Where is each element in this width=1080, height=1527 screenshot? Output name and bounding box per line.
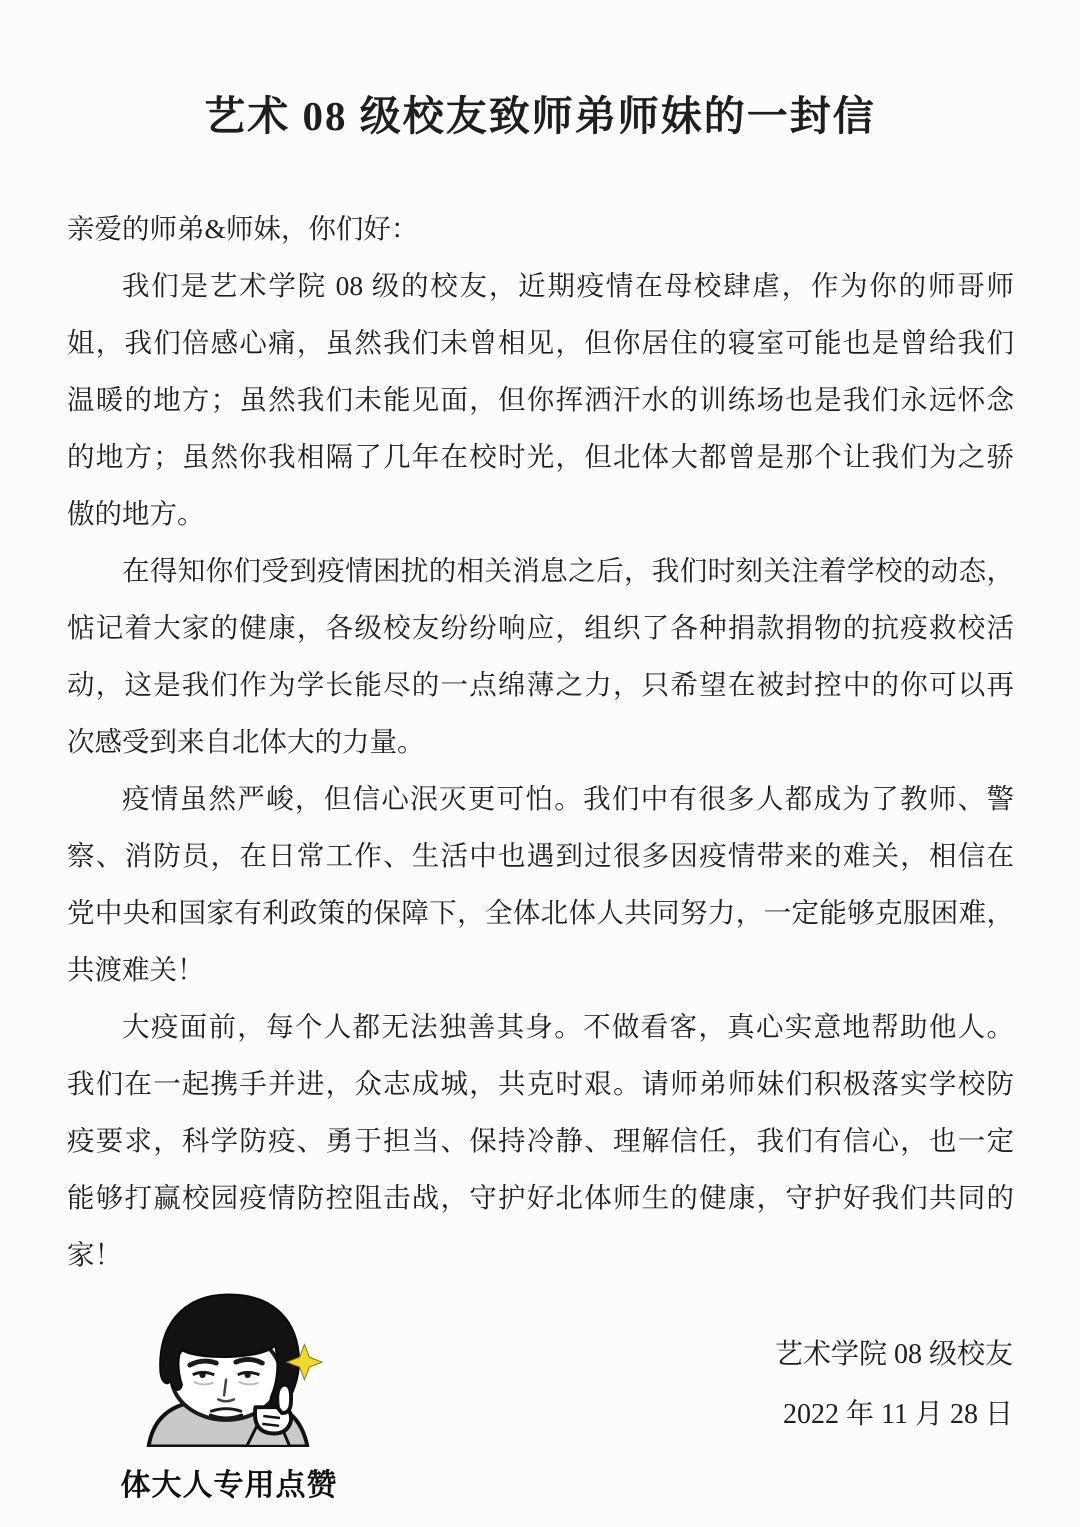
letter-line: 在得知你们受到疫情困扰的相关消息之后，我们时刻关注着学校的动态，	[122, 555, 1014, 586]
signature-author: 艺术学院 08 级校友	[774, 1339, 1013, 1370]
letter-line: 疫情虽然严峻，但信心泯灭更可怕。我们中有很多人都成为了教师、警	[122, 783, 1014, 814]
letter-line: 共渡难关！	[67, 954, 205, 985]
letter-line: 动，这是我们作为学长能尽的一点绵薄之力，只希望在被封控中的你可以再	[67, 669, 1014, 700]
letter-line: 察、消防员，在日常工作、生活中也遇到过很多因疫情带来的难关，相信在	[67, 840, 1014, 871]
letter-line: 次感受到来自北体大的力量。	[67, 726, 425, 757]
letter-line: 温暖的地方；虽然我们未能见面，但你挥洒汗水的训练场也是我们永远怀念	[67, 384, 1014, 415]
letter-line: 大疫面前，每个人都无法独善其身。不做看客，真心实意地帮助他人。	[122, 1011, 1014, 1042]
signature-date: 2022 年 11 月 28 日	[783, 1399, 1013, 1430]
letter-line: 党中央和国家有利政策的保障下，全体北体人共同努力，一定能够克服困难，	[67, 897, 1014, 928]
letter-line: 能够打赢校园疫情防控阻击战，守护好北体师生的健康，守护好我们共同的	[67, 1182, 1014, 1213]
letter-line: 惦记着大家的健康，各级校友纷纷响应，组织了各种捐款捐物的抗疫救校活	[67, 612, 1014, 643]
letter-footer	[67, 1285, 1013, 1527]
meme-caption: 体大人专用点赞	[120, 1468, 338, 1503]
signature-block	[775, 1335, 1013, 1435]
letter-line: 姐，我们倍感心痛，虽然我们未曾相见，但你居住的寝室可能也是曾给我们	[67, 327, 1014, 358]
letter-line: 家！	[67, 1239, 122, 1270]
letter-line: 我们在一起携手并进，众志成城，共克时艰。请师弟师妹们积极落实学校防	[67, 1068, 1014, 1099]
thumbs-up-thumb	[277, 1385, 291, 1413]
meme-sticker	[109, 1289, 349, 1504]
letter-line: 疫要求，科学防疫、勇于担当、保持冷静、理解信任，我们有信心，也一定	[67, 1125, 1014, 1156]
letter-line: 傲的地方。	[67, 498, 205, 529]
letter-title: 艺术 08 级校友致师弟师妹的一封信	[204, 93, 876, 139]
thumbs-up-meme-icon	[131, 1289, 327, 1447]
letter-line: 的地方；虽然你我相隔了几年在校时光，但北体大都曾是那个让我们为之骄	[67, 441, 1014, 472]
salutation-line: 亲爱的师弟&师妹，你们好：	[67, 213, 419, 244]
letter-line: 我们是艺术学院 08 级的校友，近期疫情在母校肆虐，作为你的师哥师	[122, 270, 1014, 301]
letter-body	[67, 200, 1014, 1283]
